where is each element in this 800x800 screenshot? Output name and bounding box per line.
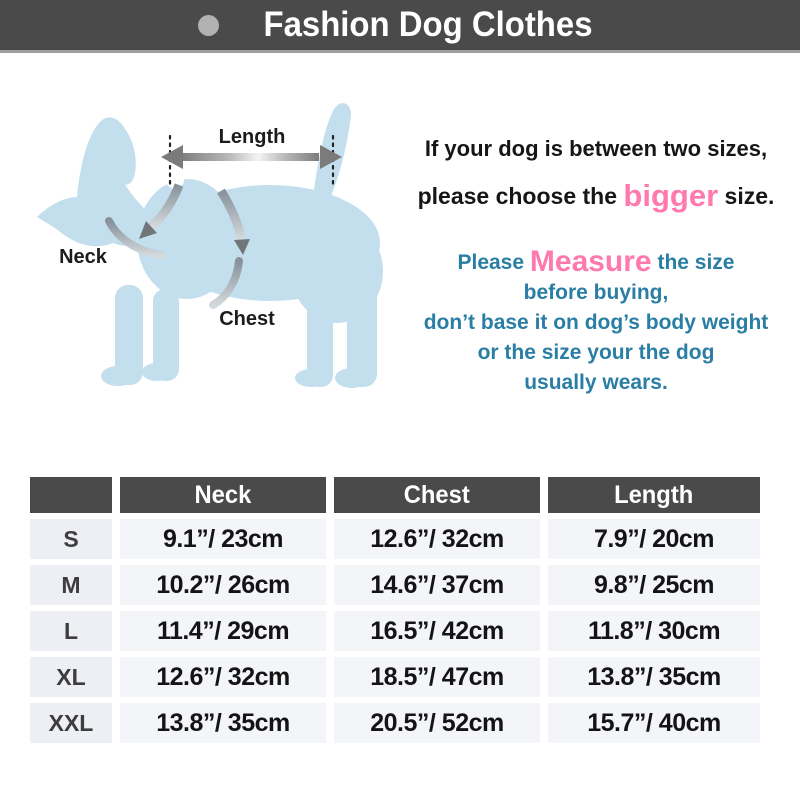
cell-xl-neck: 12.6”/ 32cm [120, 657, 326, 697]
measure-line-1 [392, 247, 800, 278]
dog-diagram-svg [15, 75, 415, 415]
cell-l-chest: 16.5”/ 42cm [334, 611, 540, 651]
cell-m-chest: 14.6”/ 37cm [334, 565, 540, 605]
measure-line-2: before buying, [523, 281, 669, 304]
advice-line-2 [392, 178, 800, 214]
cell-m-length: 9.8”/ 25cm [548, 565, 760, 605]
measure-line-3: don’t base it on dog’s body weight [423, 311, 769, 334]
measure-advice [392, 247, 800, 398]
measure-suffix: the size [651, 251, 735, 274]
chest-label: Chest [219, 308, 275, 330]
table-header-neck [120, 477, 326, 513]
measure-line-4: or the size your the dog [477, 341, 715, 364]
neck-header-label: Neck [194, 480, 252, 509]
header-bar [0, 0, 800, 53]
length-label: Length [218, 126, 286, 148]
measure-line-5: usually wears. [524, 371, 668, 394]
page-title: Fashion Dog Clothes [263, 5, 592, 44]
row-label-xxl: XXL [30, 703, 112, 743]
size-table [30, 477, 760, 743]
cell-xxl-neck: 13.8”/ 35cm [120, 703, 326, 743]
cell-s-length: 7.9”/ 20cm [548, 519, 760, 559]
row-label-s: S [30, 519, 112, 559]
cell-xl-chest: 18.5”/ 47cm [334, 657, 540, 697]
cell-xl-length: 13.8”/ 35cm [548, 657, 760, 697]
measure-prefix: Please [457, 251, 530, 274]
length-measure [161, 126, 342, 187]
cell-l-length: 11.8”/ 30cm [548, 611, 760, 651]
length-header-label: Length [614, 480, 694, 509]
advice-line2-prefix: please choose the [417, 183, 624, 209]
row-label-m: M [30, 565, 112, 605]
cell-l-neck: 11.4”/ 29cm [120, 611, 326, 651]
table-header-empty [30, 477, 112, 513]
cell-m-neck: 10.2”/ 26cm [120, 565, 326, 605]
table-header-length [548, 477, 760, 513]
arrow-left-icon [161, 145, 183, 169]
advice-line2-suffix: size. [718, 183, 775, 209]
bullet-dot-icon [198, 15, 219, 36]
row-label-xl: XL [30, 657, 112, 697]
cell-xxl-chest: 20.5”/ 52cm [334, 703, 540, 743]
measure-highlight: Measure [529, 245, 652, 278]
cell-s-neck: 9.1”/ 23cm [120, 519, 326, 559]
chest-header-label: Chest [404, 480, 470, 509]
dog-measurement-diagram [15, 75, 415, 415]
advice-text [392, 128, 800, 398]
neck-label: Neck [59, 246, 107, 268]
table-header-chest [334, 477, 540, 513]
cell-s-chest: 12.6”/ 32cm [334, 519, 540, 559]
cell-xxl-length: 15.7”/ 40cm [548, 703, 760, 743]
length-arrow-shaft [181, 153, 319, 161]
bigger-highlight: bigger [623, 178, 719, 213]
advice-line-1: If your dog is between two sizes, [424, 136, 768, 161]
row-label-l: L [30, 611, 112, 651]
